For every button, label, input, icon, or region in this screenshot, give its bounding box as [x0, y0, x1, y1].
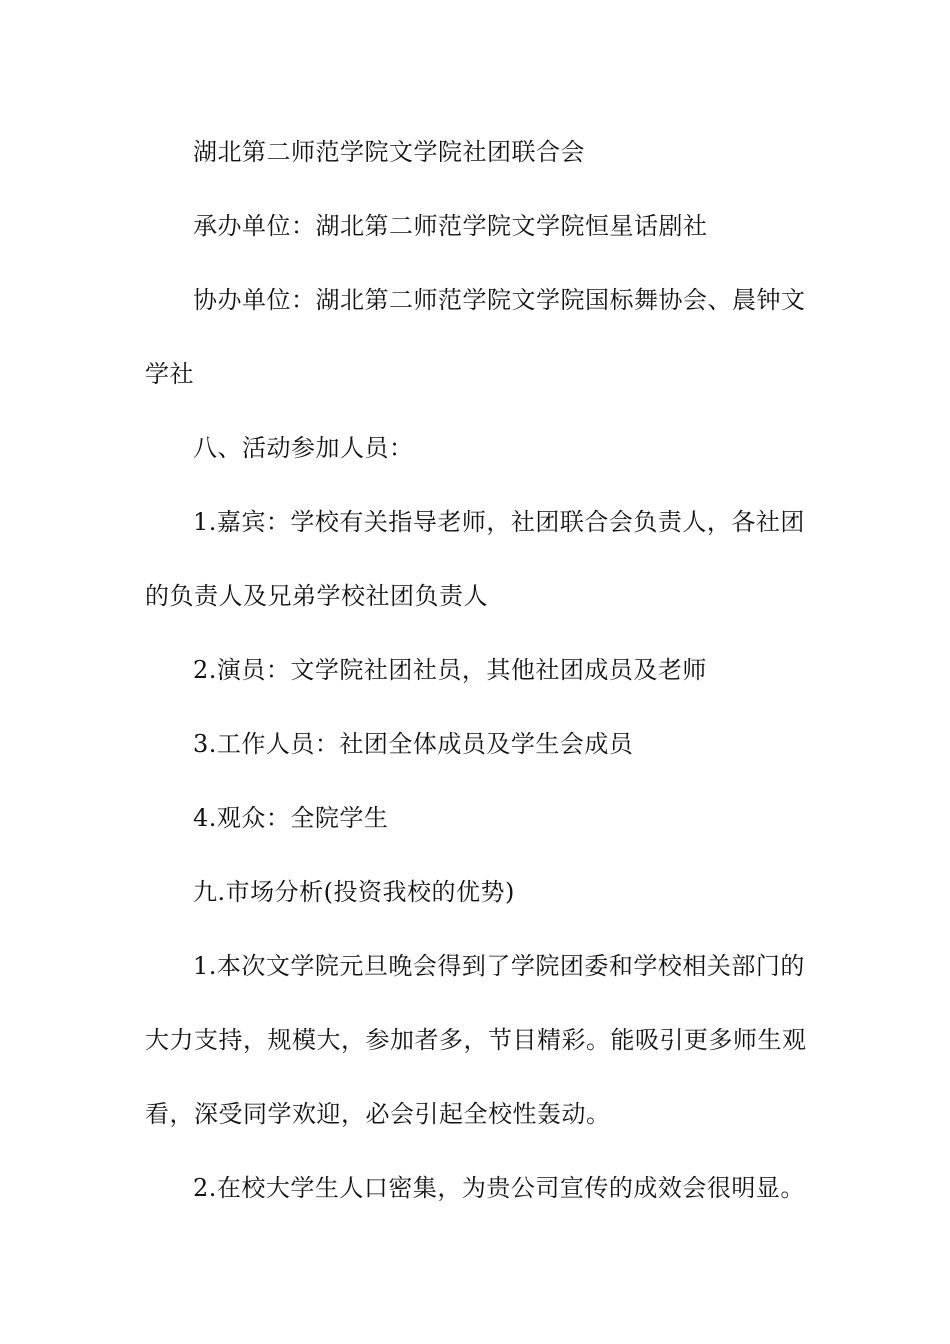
list-item-performers: 2.演员：文学院社团社员，其他社团成员及老师	[193, 656, 707, 684]
list-item-staff: 3.工作人员：社团全体成员及学生会成员	[193, 730, 634, 758]
organizer-line: 湖北第二师范学院文学院社团联合会	[193, 138, 585, 166]
paragraph-advantage-1: 1.本次文学院元旦晚会得到了学院团委和学校相关部门的	[193, 952, 805, 980]
section-heading-participants: 八、活动参加人员：	[193, 434, 414, 462]
host-unit-line: 承办单位：湖北第二师范学院文学院恒星话剧社	[193, 212, 708, 240]
section-heading-market-analysis: 九.市场分析(投资我校的优势)	[193, 878, 515, 906]
paragraph-advantage-2: 2.在校大学生人口密集，为贵公司宣传的成效会很明显。	[193, 1174, 805, 1202]
paragraph-advantage-1-continued: 大力支持，规模大，参加者多，节目精彩。能吸引更多师生观	[145, 1026, 807, 1054]
list-item-audience: 4.观众：全院学生	[193, 804, 389, 832]
list-item-guests-continued: 的负责人及兄弟学校社团负责人	[145, 582, 488, 610]
co-host-line-continued: 学社	[145, 360, 194, 388]
list-item-guests: 1.嘉宾：学校有关指导老师，社团联合会负责人，各社团	[193, 508, 805, 536]
document-body	[145, 115, 810, 1225]
paragraph-advantage-1-end: 看，深受同学欢迎，必会引起全校性轰动。	[145, 1100, 611, 1128]
co-host-line: 协办单位：湖北第二师范学院文学院国标舞协会、晨钟文	[193, 286, 806, 314]
